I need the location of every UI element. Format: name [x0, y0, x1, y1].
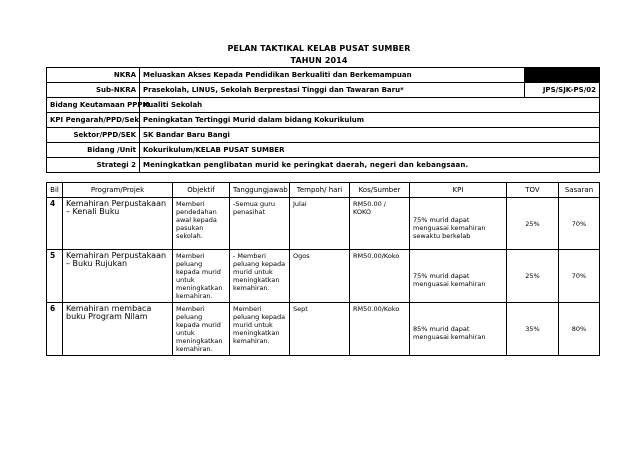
sektor-label: Sektor/PPD/SEK: [47, 128, 140, 143]
bidang-label: Bidang Keutamaan PPPM: [47, 98, 140, 113]
nkra-label: NKRA: [47, 68, 140, 83]
header-row-sektor: [47, 128, 600, 143]
cell-bil: 6: [47, 303, 63, 356]
cell-tanggungjawab: -Semua guru penasihat: [230, 198, 290, 250]
col-header-bil: Bil: [47, 183, 63, 198]
cell-tempoh: Sept: [290, 303, 350, 356]
bidang-value: Kualiti Sekolah: [140, 98, 600, 113]
kpi-value: Peningkatan Tertinggi Murid dalam bidang Kokurikulum: [140, 113, 600, 128]
cell-tempoh: Julai: [290, 198, 350, 250]
document-code: JPS/SJK-PS/02: [525, 83, 600, 98]
header-table: [46, 67, 600, 173]
header-row-strategi: [47, 158, 600, 173]
col-header-sasaran: Sasaran: [559, 183, 600, 198]
col-header-tanggungjawab: Tanggungjawab: [230, 183, 290, 198]
col-header-tempoh: Tempoh/ hari: [290, 183, 350, 198]
cell-sasaran: 70%: [559, 250, 600, 303]
header-row-subnkra: [47, 83, 600, 98]
black-cell: [525, 68, 600, 83]
strategi-label: Strategi 2: [47, 158, 140, 173]
cell-program: Kemahiran Perpustakaan – Buku Rujukan: [63, 250, 173, 303]
col-header-kos: Kos/Sumber: [350, 183, 410, 198]
col-header-program: Program/Projek: [63, 183, 173, 198]
cell-kos: RM50.00 / KOKO: [350, 198, 410, 250]
table-row: [47, 250, 600, 303]
cell-kpi: [410, 303, 507, 356]
cell-objektif: Memberi peluang kepada murid untuk meningkatkan kemahiran.: [173, 250, 230, 303]
kpi-label: KPI Pengarah/PPD/Sek: [47, 113, 140, 128]
nkra-value: Meluaskan Akses Kepada Pendidikan Berkualiti dan Berkemampuan: [140, 68, 525, 83]
document-year: TAHUN 2014: [290, 56, 348, 65]
cell-bil: 5: [47, 250, 63, 303]
cell-tanggungjawab: Memberi peluang kepada murid untuk meningkatkan kemahiran.: [230, 303, 290, 356]
col-header-kpi: KPI: [410, 183, 507, 198]
cell-bil: 4: [47, 198, 63, 250]
cell-objektif: Memberi pendedahan awal kepada pasukan sekolah.: [173, 198, 230, 250]
unit-label: Bidang /Unit: [47, 143, 140, 158]
table-row: [47, 303, 600, 356]
table-row: [47, 198, 600, 250]
header-row-kpi: [47, 113, 600, 128]
cell-tanggungjawab: - Memberi peluang kepada murid untuk meningkatkan kemahiran.: [230, 250, 290, 303]
header-row-bidang: [47, 98, 600, 113]
cell-sasaran: 80%: [559, 303, 600, 356]
col-header-objektif: Objektif: [173, 183, 230, 198]
document-title: PELAN TAKTIKAL KELAB PUSAT SUMBER: [227, 44, 411, 53]
cell-kpi-text: 75% murid dapat menguasai kemahiran sewaktu berkelab: [413, 215, 486, 240]
subnkra-value: Prasekolah, LINUS, Sekolah Berprestasi Tinggi dan Tawaran Baru*: [140, 83, 525, 98]
cell-kos: RM50.00/Koko: [350, 250, 410, 303]
unit-value: Kokurikulum/KELAB PUSAT SUMBER: [140, 143, 600, 158]
cell-tov: 25%: [507, 198, 559, 250]
cell-kos: RM50.00/Koko: [350, 303, 410, 356]
table-header-row: [47, 183, 600, 198]
subnkra-label: Sub-NKRA: [47, 83, 140, 98]
cell-sasaran: 70%: [559, 198, 600, 250]
header-row-nkra: [47, 68, 600, 83]
header-row-unit: [47, 143, 600, 158]
cell-kpi: [410, 250, 507, 303]
cell-kpi-text: 85% murid dapat menguasai kemahiran: [413, 325, 486, 341]
strategi-value: Meningkatkan penglibatan murid ke peringkat daerah, negeri dan kebangsaan.: [140, 158, 600, 173]
cell-kpi: [410, 198, 507, 250]
cell-program: Kemahiran Perpustakaan – Kenali Buku: [63, 198, 173, 250]
sektor-value: SK Bandar Baru Bangi: [140, 128, 600, 143]
col-header-tov: TOV: [507, 183, 559, 198]
cell-tempoh: Ogos: [290, 250, 350, 303]
cell-objektif: Memberi peluang kepada murid untuk meningkatkan kemahiran.: [173, 303, 230, 356]
cell-kpi-text: 75% murid dapat menguasai kemahiran: [413, 272, 486, 288]
cell-tov: 25%: [507, 250, 559, 303]
plan-table: [46, 182, 600, 356]
cell-program: Kemahiran membaca buku Program Nilam: [63, 303, 173, 356]
cell-tov: 35%: [507, 303, 559, 356]
